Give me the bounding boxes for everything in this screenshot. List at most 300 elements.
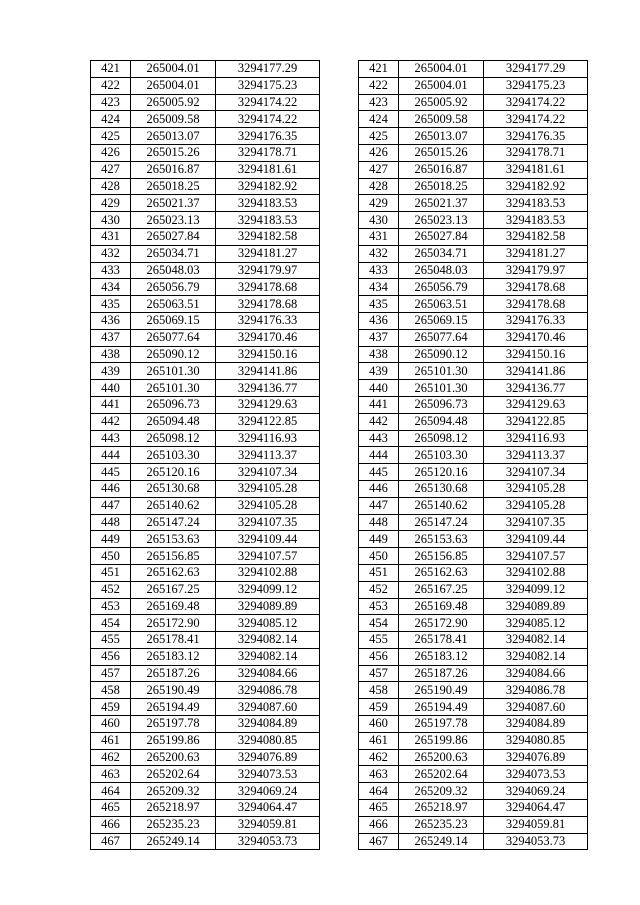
x-coordinate-cell: 265197.78: [131, 716, 216, 733]
x-coordinate-cell: 265005.92: [131, 94, 216, 111]
x-coordinate-cell: 265077.64: [131, 329, 216, 346]
point-number-cell: 446: [91, 480, 131, 497]
point-number-cell: 423: [359, 94, 399, 111]
table-row: [91, 447, 320, 464]
y-coordinate-cell: 3294136.77: [216, 380, 320, 397]
x-coordinate-cell: 265235.23: [131, 816, 216, 833]
point-number-cell: 424: [359, 111, 399, 128]
table-row: [91, 346, 320, 363]
table-row: [359, 716, 588, 733]
point-number-cell: 453: [91, 598, 131, 615]
point-number-cell: 444: [359, 447, 399, 464]
table-row: [91, 380, 320, 397]
x-coordinate-cell: 265090.12: [399, 346, 484, 363]
x-coordinate-cell: 265249.14: [399, 833, 484, 850]
x-coordinate-cell: 265094.48: [399, 413, 484, 430]
y-coordinate-cell: 3294053.73: [484, 833, 588, 850]
point-number-cell: 463: [359, 766, 399, 783]
table-row: [359, 144, 588, 161]
table-row: [359, 665, 588, 682]
point-number-cell: 457: [359, 665, 399, 682]
table-row: [359, 766, 588, 783]
point-number-cell: 425: [359, 128, 399, 145]
point-number-cell: 441: [91, 396, 131, 413]
point-number-cell: 445: [359, 464, 399, 481]
y-coordinate-cell: 3294174.22: [216, 111, 320, 128]
point-number-cell: 441: [359, 396, 399, 413]
y-coordinate-cell: 3294122.85: [484, 413, 588, 430]
y-coordinate-cell: 3294181.27: [484, 245, 588, 262]
y-coordinate-cell: 3294181.61: [484, 161, 588, 178]
point-number-cell: 427: [359, 161, 399, 178]
x-coordinate-cell: 265056.79: [399, 279, 484, 296]
y-coordinate-cell: 3294080.85: [484, 732, 588, 749]
table-row: [359, 77, 588, 94]
x-coordinate-cell: 265130.68: [399, 480, 484, 497]
point-number-cell: 449: [91, 531, 131, 548]
coordinate-table-right: [358, 60, 588, 850]
x-coordinate-cell: 265005.92: [399, 94, 484, 111]
point-number-cell: 428: [91, 178, 131, 195]
y-coordinate-cell: 3294084.89: [484, 716, 588, 733]
y-coordinate-cell: 3294084.89: [216, 716, 320, 733]
table-row: [91, 195, 320, 212]
y-coordinate-cell: 3294113.37: [216, 447, 320, 464]
point-number-cell: 431: [91, 228, 131, 245]
point-number-cell: 433: [359, 262, 399, 279]
table-row: [91, 262, 320, 279]
x-coordinate-cell: 265023.13: [399, 212, 484, 229]
x-coordinate-cell: 265056.79: [131, 279, 216, 296]
point-number-cell: 424: [91, 111, 131, 128]
x-coordinate-cell: 265101.30: [399, 380, 484, 397]
y-coordinate-cell: 3294099.12: [216, 581, 320, 598]
point-number-cell: 450: [91, 548, 131, 565]
x-coordinate-cell: 265200.63: [399, 749, 484, 766]
y-coordinate-cell: 3294174.22: [216, 94, 320, 111]
y-coordinate-cell: 3294183.53: [484, 195, 588, 212]
x-coordinate-cell: 265103.30: [399, 447, 484, 464]
point-number-cell: 443: [359, 430, 399, 447]
point-number-cell: 432: [91, 245, 131, 262]
x-coordinate-cell: 265169.48: [131, 598, 216, 615]
table-row: [359, 732, 588, 749]
x-coordinate-cell: 265199.86: [399, 732, 484, 749]
table-row: [359, 648, 588, 665]
y-coordinate-cell: 3294178.71: [216, 144, 320, 161]
y-coordinate-cell: 3294086.78: [484, 682, 588, 699]
x-coordinate-cell: 265183.12: [399, 648, 484, 665]
coordinate-table-left: [90, 60, 320, 850]
table-row: [359, 531, 588, 548]
table-row: [91, 732, 320, 749]
point-number-cell: 464: [359, 783, 399, 800]
y-coordinate-cell: 3294076.89: [216, 749, 320, 766]
point-number-cell: 425: [91, 128, 131, 145]
y-coordinate-cell: 3294176.35: [216, 128, 320, 145]
x-coordinate-cell: 265034.71: [131, 245, 216, 262]
y-coordinate-cell: 3294064.47: [484, 800, 588, 817]
y-coordinate-cell: 3294102.88: [216, 564, 320, 581]
point-number-cell: 452: [91, 581, 131, 598]
point-number-cell: 463: [91, 766, 131, 783]
point-number-cell: 464: [91, 783, 131, 800]
table-row: [91, 632, 320, 649]
x-coordinate-cell: 265015.26: [399, 144, 484, 161]
point-number-cell: 461: [91, 732, 131, 749]
y-coordinate-cell: 3294087.60: [216, 699, 320, 716]
y-coordinate-cell: 3294102.88: [484, 564, 588, 581]
table-row: [359, 195, 588, 212]
point-number-cell: 448: [359, 514, 399, 531]
table-row: [359, 212, 588, 229]
x-coordinate-cell: 265197.78: [399, 716, 484, 733]
table-row: [359, 447, 588, 464]
point-number-cell: 458: [359, 682, 399, 699]
point-number-cell: 456: [359, 648, 399, 665]
x-coordinate-cell: 265130.68: [131, 480, 216, 497]
point-number-cell: 439: [359, 363, 399, 380]
table-row: [359, 94, 588, 111]
table-row: [91, 178, 320, 195]
y-coordinate-cell: 3294116.93: [484, 430, 588, 447]
x-coordinate-cell: 265249.14: [131, 833, 216, 850]
table-row: [359, 61, 588, 78]
y-coordinate-cell: 3294105.28: [484, 497, 588, 514]
table-row: [91, 212, 320, 229]
y-coordinate-cell: 3294183.53: [216, 195, 320, 212]
y-coordinate-cell: 3294053.73: [216, 833, 320, 850]
y-coordinate-cell: 3294107.34: [216, 464, 320, 481]
table-row: [91, 615, 320, 632]
point-number-cell: 423: [91, 94, 131, 111]
x-coordinate-cell: 265101.30: [131, 380, 216, 397]
x-coordinate-cell: 265187.26: [399, 665, 484, 682]
x-coordinate-cell: 265004.01: [399, 61, 484, 78]
x-coordinate-cell: 265013.07: [399, 128, 484, 145]
point-number-cell: 434: [91, 279, 131, 296]
y-coordinate-cell: 3294069.24: [484, 783, 588, 800]
x-coordinate-cell: 265162.63: [131, 564, 216, 581]
point-number-cell: 467: [91, 833, 131, 850]
table-row: [91, 766, 320, 783]
point-number-cell: 426: [359, 144, 399, 161]
x-coordinate-cell: 265101.30: [399, 363, 484, 380]
coordinate-table-body: [359, 61, 588, 850]
table-row: [359, 245, 588, 262]
table-row: [91, 531, 320, 548]
table-row: [91, 665, 320, 682]
y-coordinate-cell: 3294178.68: [216, 279, 320, 296]
x-coordinate-cell: 265194.49: [131, 699, 216, 716]
y-coordinate-cell: 3294085.12: [216, 615, 320, 632]
point-number-cell: 435: [359, 296, 399, 313]
x-coordinate-cell: 265027.84: [399, 228, 484, 245]
x-coordinate-cell: 265013.07: [131, 128, 216, 145]
point-number-cell: 429: [91, 195, 131, 212]
x-coordinate-cell: 265190.49: [399, 682, 484, 699]
x-coordinate-cell: 265120.16: [131, 464, 216, 481]
x-coordinate-cell: 265218.97: [399, 800, 484, 817]
point-number-cell: 450: [359, 548, 399, 565]
y-coordinate-cell: 3294082.14: [216, 648, 320, 665]
point-number-cell: 456: [91, 648, 131, 665]
point-number-cell: 421: [91, 61, 131, 78]
table-row: [359, 816, 588, 833]
table-row: [359, 279, 588, 296]
y-coordinate-cell: 3294175.23: [484, 77, 588, 94]
x-coordinate-cell: 265202.64: [399, 766, 484, 783]
point-number-cell: 455: [359, 632, 399, 649]
point-number-cell: 452: [359, 581, 399, 598]
point-number-cell: 444: [91, 447, 131, 464]
x-coordinate-cell: 265015.26: [131, 144, 216, 161]
x-coordinate-cell: 265023.13: [131, 212, 216, 229]
table-row: [91, 581, 320, 598]
table-row: [91, 329, 320, 346]
point-number-cell: 429: [359, 195, 399, 212]
x-coordinate-cell: 265027.84: [131, 228, 216, 245]
x-coordinate-cell: 265153.63: [399, 531, 484, 548]
y-coordinate-cell: 3294082.14: [484, 648, 588, 665]
x-coordinate-cell: 265156.85: [399, 548, 484, 565]
y-coordinate-cell: 3294181.61: [216, 161, 320, 178]
y-coordinate-cell: 3294116.93: [216, 430, 320, 447]
y-coordinate-cell: 3294170.46: [216, 329, 320, 346]
x-coordinate-cell: 265094.48: [131, 413, 216, 430]
point-number-cell: 436: [91, 312, 131, 329]
table-row: [359, 396, 588, 413]
y-coordinate-cell: 3294178.68: [216, 296, 320, 313]
table-row: [91, 61, 320, 78]
table-row: [91, 312, 320, 329]
y-coordinate-cell: 3294174.22: [484, 94, 588, 111]
y-coordinate-cell: 3294086.78: [216, 682, 320, 699]
table-row: [359, 749, 588, 766]
y-coordinate-cell: 3294080.85: [216, 732, 320, 749]
x-coordinate-cell: 265004.01: [131, 61, 216, 78]
point-number-cell: 422: [359, 77, 399, 94]
table-row: [359, 178, 588, 195]
y-coordinate-cell: 3294178.68: [484, 296, 588, 313]
x-coordinate-cell: 265140.62: [131, 497, 216, 514]
y-coordinate-cell: 3294099.12: [484, 581, 588, 598]
x-coordinate-cell: 265069.15: [399, 312, 484, 329]
point-number-cell: 446: [359, 480, 399, 497]
x-coordinate-cell: 265101.30: [131, 363, 216, 380]
point-number-cell: 465: [91, 800, 131, 817]
x-coordinate-cell: 265004.01: [399, 77, 484, 94]
y-coordinate-cell: 3294073.53: [216, 766, 320, 783]
x-coordinate-cell: 265063.51: [399, 296, 484, 313]
y-coordinate-cell: 3294150.16: [216, 346, 320, 363]
x-coordinate-cell: 265016.87: [131, 161, 216, 178]
point-number-cell: 454: [91, 615, 131, 632]
point-number-cell: 436: [359, 312, 399, 329]
point-number-cell: 433: [91, 262, 131, 279]
x-coordinate-cell: 265199.86: [131, 732, 216, 749]
point-number-cell: 437: [91, 329, 131, 346]
x-coordinate-cell: 265021.37: [399, 195, 484, 212]
point-number-cell: 447: [359, 497, 399, 514]
y-coordinate-cell: 3294150.16: [484, 346, 588, 363]
x-coordinate-cell: 265098.12: [131, 430, 216, 447]
x-coordinate-cell: 265178.41: [131, 632, 216, 649]
y-coordinate-cell: 3294089.89: [484, 598, 588, 615]
table-row: [359, 128, 588, 145]
point-number-cell: 457: [91, 665, 131, 682]
x-coordinate-cell: 265172.90: [131, 615, 216, 632]
x-coordinate-cell: 265156.85: [131, 548, 216, 565]
y-coordinate-cell: 3294059.81: [484, 816, 588, 833]
point-number-cell: 453: [359, 598, 399, 615]
table-row: [359, 699, 588, 716]
y-coordinate-cell: 3294177.29: [216, 61, 320, 78]
y-coordinate-cell: 3294182.92: [216, 178, 320, 195]
y-coordinate-cell: 3294183.53: [216, 212, 320, 229]
point-number-cell: 442: [359, 413, 399, 430]
y-coordinate-cell: 3294182.58: [484, 228, 588, 245]
point-number-cell: 451: [91, 564, 131, 581]
y-coordinate-cell: 3294082.14: [216, 632, 320, 649]
x-coordinate-cell: 265147.24: [399, 514, 484, 531]
table-row: [91, 279, 320, 296]
y-coordinate-cell: 3294136.77: [484, 380, 588, 397]
y-coordinate-cell: 3294107.57: [484, 548, 588, 565]
y-coordinate-cell: 3294109.44: [216, 531, 320, 548]
x-coordinate-cell: 265178.41: [399, 632, 484, 649]
y-coordinate-cell: 3294107.57: [216, 548, 320, 565]
x-coordinate-cell: 265016.87: [399, 161, 484, 178]
x-coordinate-cell: 265140.62: [399, 497, 484, 514]
table-row: [359, 363, 588, 380]
x-coordinate-cell: 265021.37: [131, 195, 216, 212]
x-coordinate-cell: 265167.25: [399, 581, 484, 598]
point-number-cell: 443: [91, 430, 131, 447]
x-coordinate-cell: 265147.24: [131, 514, 216, 531]
point-number-cell: 462: [359, 749, 399, 766]
table-row: [359, 413, 588, 430]
y-coordinate-cell: 3294082.14: [484, 632, 588, 649]
y-coordinate-cell: 3294178.68: [484, 279, 588, 296]
point-number-cell: 439: [91, 363, 131, 380]
table-row: [359, 228, 588, 245]
point-number-cell: 445: [91, 464, 131, 481]
y-coordinate-cell: 3294122.85: [216, 413, 320, 430]
point-number-cell: 461: [359, 732, 399, 749]
point-number-cell: 459: [91, 699, 131, 716]
point-number-cell: 449: [359, 531, 399, 548]
table-row: [91, 699, 320, 716]
y-coordinate-cell: 3294105.28: [484, 480, 588, 497]
x-coordinate-cell: 265172.90: [399, 615, 484, 632]
x-coordinate-cell: 265048.03: [399, 262, 484, 279]
table-row: [91, 430, 320, 447]
table-row: [91, 598, 320, 615]
table-row: [91, 816, 320, 833]
table-row: [359, 598, 588, 615]
x-coordinate-cell: 265096.73: [399, 396, 484, 413]
x-coordinate-cell: 265069.15: [131, 312, 216, 329]
point-number-cell: 430: [359, 212, 399, 229]
point-number-cell: 428: [359, 178, 399, 195]
table-row: [91, 682, 320, 699]
y-coordinate-cell: 3294177.29: [484, 61, 588, 78]
y-coordinate-cell: 3294107.35: [216, 514, 320, 531]
table-row: [91, 480, 320, 497]
x-coordinate-cell: 265009.58: [399, 111, 484, 128]
x-coordinate-cell: 265183.12: [131, 648, 216, 665]
x-coordinate-cell: 265004.01: [131, 77, 216, 94]
point-number-cell: 431: [359, 228, 399, 245]
point-number-cell: 460: [359, 716, 399, 733]
x-coordinate-cell: 265162.63: [399, 564, 484, 581]
point-number-cell: 454: [359, 615, 399, 632]
table-row: [91, 77, 320, 94]
y-coordinate-cell: 3294073.53: [484, 766, 588, 783]
table-row: [359, 380, 588, 397]
table-row: [359, 262, 588, 279]
point-number-cell: 421: [359, 61, 399, 78]
y-coordinate-cell: 3294182.58: [216, 228, 320, 245]
y-coordinate-cell: 3294109.44: [484, 531, 588, 548]
table-row: [91, 783, 320, 800]
y-coordinate-cell: 3294113.37: [484, 447, 588, 464]
table-row: [359, 800, 588, 817]
x-coordinate-cell: 265190.49: [131, 682, 216, 699]
table-row: [359, 111, 588, 128]
table-row: [91, 497, 320, 514]
table-row: [359, 312, 588, 329]
x-coordinate-cell: 265202.64: [131, 766, 216, 783]
y-coordinate-cell: 3294141.86: [216, 363, 320, 380]
y-coordinate-cell: 3294069.24: [216, 783, 320, 800]
x-coordinate-cell: 265034.71: [399, 245, 484, 262]
point-number-cell: 427: [91, 161, 131, 178]
x-coordinate-cell: 265048.03: [131, 262, 216, 279]
point-number-cell: 459: [359, 699, 399, 716]
y-coordinate-cell: 3294181.27: [216, 245, 320, 262]
table-row: [359, 581, 588, 598]
y-coordinate-cell: 3294089.89: [216, 598, 320, 615]
x-coordinate-cell: 265098.12: [399, 430, 484, 447]
y-coordinate-cell: 3294064.47: [216, 800, 320, 817]
point-number-cell: 458: [91, 682, 131, 699]
table-row: [91, 716, 320, 733]
table-row: [91, 648, 320, 665]
y-coordinate-cell: 3294183.53: [484, 212, 588, 229]
table-row: [91, 514, 320, 531]
point-number-cell: 426: [91, 144, 131, 161]
point-number-cell: 440: [91, 380, 131, 397]
x-coordinate-cell: 265209.32: [131, 783, 216, 800]
y-coordinate-cell: 3294179.97: [484, 262, 588, 279]
x-coordinate-cell: 265187.26: [131, 665, 216, 682]
table-row: [91, 296, 320, 313]
x-coordinate-cell: 265218.97: [131, 800, 216, 817]
point-number-cell: 466: [91, 816, 131, 833]
table-row: [91, 833, 320, 850]
point-number-cell: 437: [359, 329, 399, 346]
x-coordinate-cell: 265120.16: [399, 464, 484, 481]
y-coordinate-cell: 3294174.22: [484, 111, 588, 128]
table-row: [91, 548, 320, 565]
x-coordinate-cell: 265009.58: [131, 111, 216, 128]
point-number-cell: 422: [91, 77, 131, 94]
y-coordinate-cell: 3294176.33: [484, 312, 588, 329]
x-coordinate-cell: 265077.64: [399, 329, 484, 346]
y-coordinate-cell: 3294085.12: [484, 615, 588, 632]
